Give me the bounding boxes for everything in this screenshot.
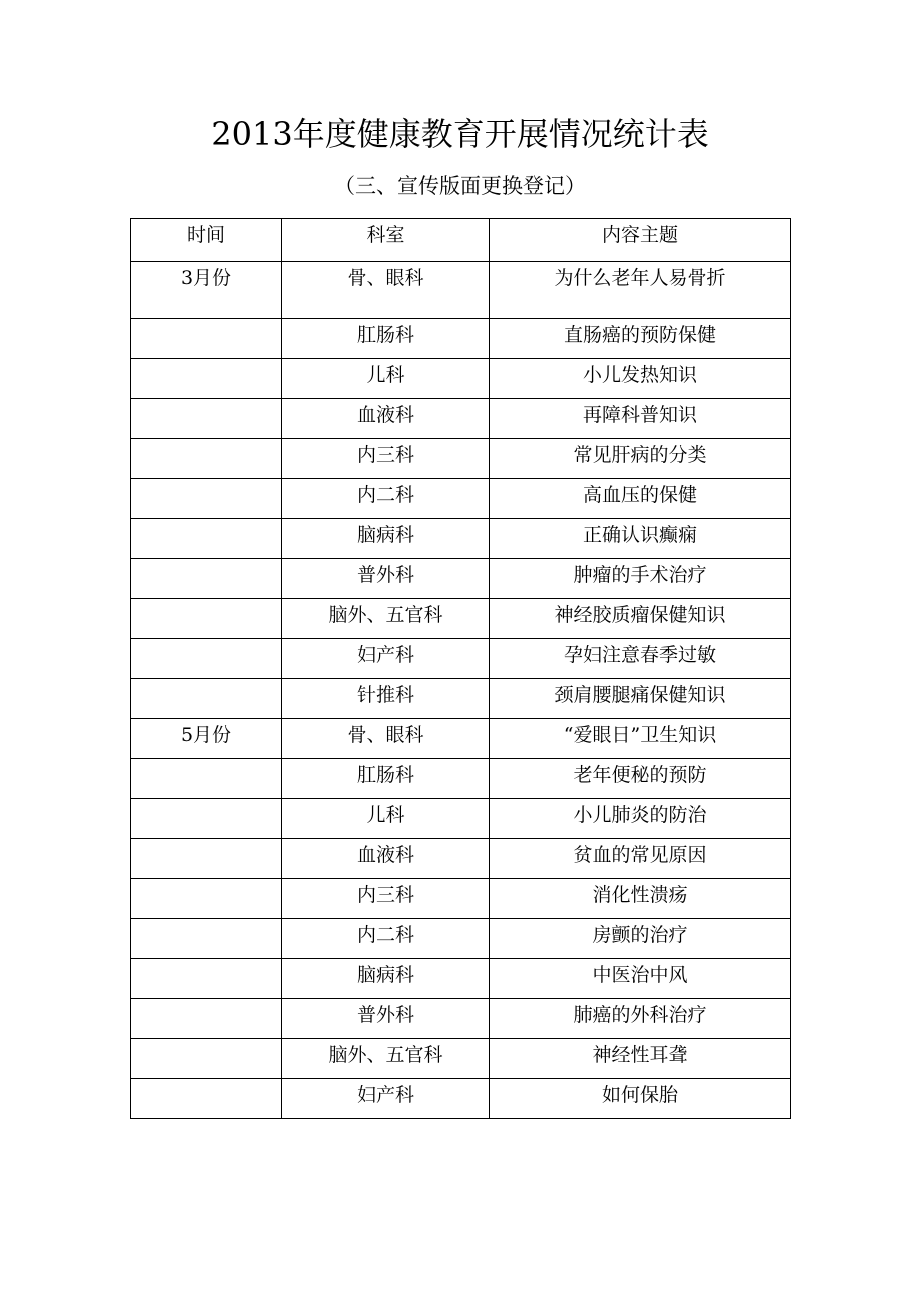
topic-cell: 中医治中风 [490, 959, 791, 999]
topic-cell: 肿瘤的手术治疗 [490, 559, 791, 599]
time-cell [131, 1039, 282, 1079]
table-row [131, 439, 791, 479]
table-row [131, 999, 791, 1039]
column-header-time: 时间 [131, 219, 282, 262]
time-cell [131, 479, 282, 519]
table-row [131, 919, 791, 959]
time-cell [131, 319, 282, 359]
topic-cell: 小儿发热知识 [490, 359, 791, 399]
topic-cell: 颈肩腰腿痛保健知识 [490, 679, 791, 719]
topic-cell: 肺癌的外科治疗 [490, 999, 791, 1039]
board-change-register-table [130, 218, 791, 1119]
department-cell: 脑病科 [282, 519, 490, 559]
table-row [131, 959, 791, 999]
time-cell [131, 959, 282, 999]
table-row [131, 519, 791, 559]
topic-cell: 神经性耳聋 [490, 1039, 791, 1079]
time-cell [131, 879, 282, 919]
department-cell: 血液科 [282, 839, 490, 879]
table-row [131, 479, 791, 519]
time-cell [131, 639, 282, 679]
topic-cell: 常见肝病的分类 [490, 439, 791, 479]
table-row [131, 319, 791, 359]
department-cell: 肛肠科 [282, 759, 490, 799]
department-cell: 脑外、五官科 [282, 599, 490, 639]
table-row [131, 639, 791, 679]
time-cell [131, 679, 282, 719]
department-cell: 血液科 [282, 399, 490, 439]
topic-cell: 消化性溃疡 [490, 879, 791, 919]
topic-cell: 孕妇注意春季过敏 [490, 639, 791, 679]
time-cell [131, 1079, 282, 1119]
time-cell [131, 439, 282, 479]
time-cell [131, 559, 282, 599]
table-row [131, 799, 791, 839]
department-cell: 妇产科 [282, 639, 490, 679]
department-cell: 儿科 [282, 359, 490, 399]
column-header-department: 科室 [282, 219, 490, 262]
topic-cell: 直肠癌的预防保健 [490, 319, 791, 359]
table-row [131, 719, 791, 759]
time-cell [131, 799, 282, 839]
time-cell [131, 759, 282, 799]
document-title: 2013年度健康教育开展情况统计表 [211, 115, 709, 153]
table-row [131, 399, 791, 439]
department-cell: 妇产科 [282, 1079, 490, 1119]
time-cell [131, 919, 282, 959]
table-row [131, 1079, 791, 1119]
topic-cell: 贫血的常见原因 [490, 839, 791, 879]
department-cell: 普外科 [282, 999, 490, 1039]
department-cell: 针推科 [282, 679, 490, 719]
topic-cell: 再障科普知识 [490, 399, 791, 439]
table-row [131, 1039, 791, 1079]
table-row [131, 262, 791, 319]
topic-cell: 老年便秘的预防 [490, 759, 791, 799]
table-row [131, 359, 791, 399]
time-cell [131, 359, 282, 399]
document-subtitle: （三、宣传版面更换登记） [334, 174, 586, 198]
table-row [131, 839, 791, 879]
department-cell: 骨、眼科 [282, 719, 490, 759]
department-cell: 肛肠科 [282, 319, 490, 359]
department-cell: 骨、眼科 [282, 262, 490, 319]
department-cell: 内三科 [282, 879, 490, 919]
topic-cell: 神经胶质瘤保健知识 [490, 599, 791, 639]
topic-cell: 如何保胎 [490, 1079, 791, 1119]
table-row [131, 879, 791, 919]
time-cell [131, 999, 282, 1039]
department-cell: 脑外、五官科 [282, 1039, 490, 1079]
topic-cell: “爱眼日”卫生知识 [490, 719, 791, 759]
topic-cell: 高血压的保健 [490, 479, 791, 519]
time-cell: 5月份 [131, 719, 282, 759]
table-header-row [131, 219, 791, 262]
topic-cell: 房颤的治疗 [490, 919, 791, 959]
time-cell [131, 599, 282, 639]
time-cell [131, 399, 282, 439]
time-cell [131, 839, 282, 879]
time-cell: 3月份 [131, 262, 282, 319]
department-cell: 普外科 [282, 559, 490, 599]
topic-cell: 小儿肺炎的防治 [490, 799, 791, 839]
table-row [131, 759, 791, 799]
table-row [131, 559, 791, 599]
table-row [131, 599, 791, 639]
time-cell [131, 519, 282, 559]
table-body [131, 262, 791, 1119]
department-cell: 内二科 [282, 479, 490, 519]
table-row [131, 679, 791, 719]
column-header-topic: 内容主题 [490, 219, 791, 262]
department-cell: 内三科 [282, 439, 490, 479]
department-cell: 脑病科 [282, 959, 490, 999]
topic-cell: 正确认识癫痫 [490, 519, 791, 559]
topic-cell: 为什么老年人易骨折 [490, 262, 791, 319]
department-cell: 内二科 [282, 919, 490, 959]
department-cell: 儿科 [282, 799, 490, 839]
